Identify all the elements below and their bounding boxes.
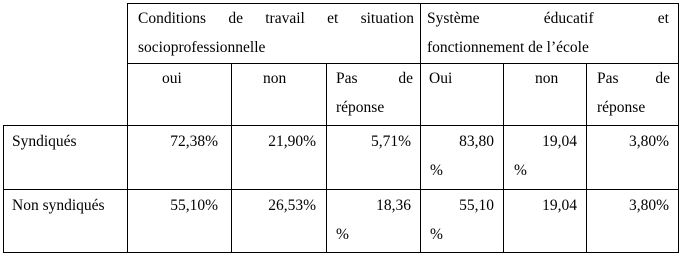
- cell-non-syndiques-pas-2: 3,80%: [628, 197, 669, 214]
- cell-syndiques-pas-2: 3,80%: [628, 133, 669, 150]
- rule-col6: [586, 63, 587, 253]
- rule-col2: [231, 63, 232, 253]
- subheader-pas-de-2: Pas de: [597, 70, 670, 87]
- cell-syndiques-pas-1: 5,71%: [370, 133, 411, 150]
- cell-syndiques-non-1: 21,90%: [268, 133, 316, 150]
- subheader-non-2: non: [535, 70, 559, 87]
- cell-non-syndiques-pas-1-pct: %: [336, 226, 349, 243]
- row-label-syndiques: Syndiqués: [12, 133, 77, 150]
- rule-under-subheaders: [3, 125, 679, 126]
- subheader-oui-2: Oui: [429, 70, 453, 87]
- subheader-pas-de-1: Pas de: [336, 70, 413, 87]
- cell-non-syndiques-oui-2: 55,10: [459, 197, 494, 214]
- group-header-conditions-line2: socioprofessionnelle: [138, 39, 266, 56]
- rule-between-rows: [3, 189, 679, 190]
- rule-bottom: [3, 252, 679, 253]
- cell-non-syndiques-oui-1: 55,10%: [170, 197, 218, 214]
- subheader-reponse-2: réponse: [597, 99, 646, 116]
- results-table: [3, 3, 679, 253]
- row-label-non-syndiques: Non syndiqués: [12, 197, 105, 214]
- group-header-conditions-line1: Conditions de travail et situation: [138, 10, 414, 27]
- subheader-non-1: non: [263, 70, 287, 87]
- rule-right: [678, 3, 679, 253]
- cell-syndiques-oui-2: 83,80: [459, 133, 494, 150]
- cell-syndiques-oui-2-pct: %: [430, 162, 443, 179]
- rule-left: [3, 125, 4, 253]
- cell-non-syndiques-non-1: 26,53%: [268, 197, 316, 214]
- cell-non-syndiques-non-2: 19,04: [542, 197, 577, 214]
- cell-syndiques-non-2-pct: %: [514, 162, 527, 179]
- cell-syndiques-non-2: 19,04: [542, 133, 577, 150]
- cell-syndiques-oui-1: 72,38%: [170, 133, 218, 150]
- cell-non-syndiques-pas-1: 18,36: [376, 197, 411, 214]
- rule-col5: [503, 63, 504, 253]
- cell-non-syndiques-oui-2-pct: %: [430, 226, 443, 243]
- subheader-reponse-1: réponse: [336, 99, 385, 116]
- group-header-systeme-line2: fonctionnement de l’école: [427, 39, 589, 56]
- rule-col3: [326, 63, 327, 253]
- group-header-systeme-line1: Système éducatif et: [427, 10, 669, 27]
- subheader-oui-1: oui: [162, 70, 182, 87]
